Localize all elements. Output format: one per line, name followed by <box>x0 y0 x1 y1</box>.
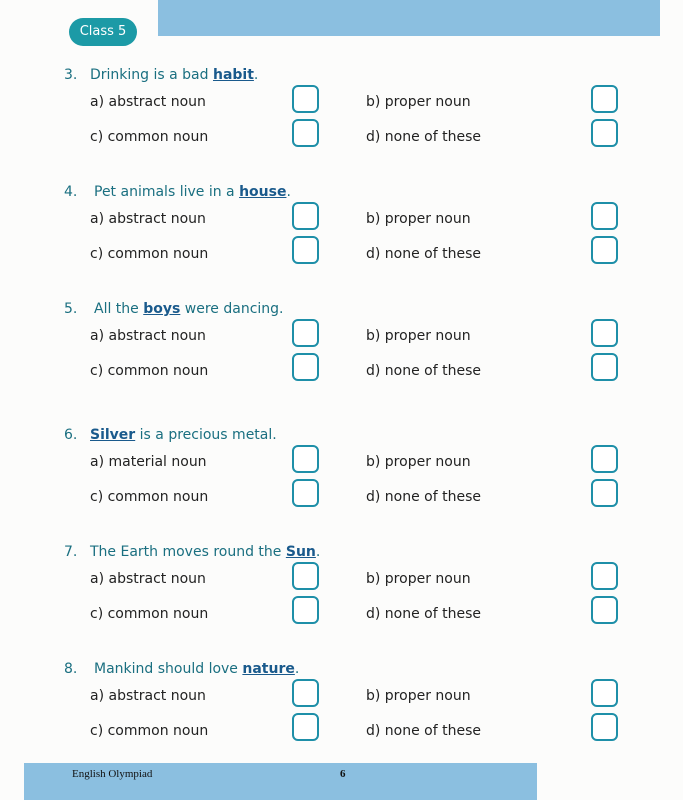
option-b-checkbox[interactable] <box>591 679 618 707</box>
highlighted-word: habit <box>212 67 254 83</box>
option-c-label: c) common noun <box>90 723 209 739</box>
option-c-checkbox[interactable] <box>292 479 319 507</box>
highlighted-word: Silver <box>90 427 136 443</box>
option-d-label: d) none of these <box>366 246 482 262</box>
question-text: Drinking is a bad habit. <box>90 67 259 83</box>
option-b-checkbox[interactable] <box>591 445 618 473</box>
option-a-checkbox[interactable] <box>292 445 319 473</box>
question-3 <box>0 67 683 187</box>
option-c-label: c) common noun <box>90 246 209 262</box>
question-number: 7. <box>64 544 78 560</box>
question-6 <box>0 427 683 547</box>
option-a-label: a) abstract noun <box>90 688 206 704</box>
question-number: 8. <box>64 661 78 677</box>
footer-title: English Olympiad <box>72 768 153 780</box>
option-c-checkbox[interactable] <box>292 236 319 264</box>
option-a-label: a) abstract noun <box>90 94 206 110</box>
option-b-checkbox[interactable] <box>591 562 618 590</box>
question-number: 4. <box>64 184 78 200</box>
option-d-checkbox[interactable] <box>591 596 618 624</box>
option-d-label: d) none of these <box>366 489 482 505</box>
option-c-checkbox[interactable] <box>292 596 319 624</box>
option-a-label: a) abstract noun <box>90 211 206 227</box>
option-b-checkbox[interactable] <box>591 319 618 347</box>
question-text: Silver is a precious metal. <box>90 427 277 443</box>
option-d-label: d) none of these <box>366 723 482 739</box>
option-c-checkbox[interactable] <box>292 713 319 741</box>
option-d-checkbox[interactable] <box>591 479 618 507</box>
question-5 <box>0 301 683 421</box>
option-a-checkbox[interactable] <box>292 85 319 113</box>
option-a-checkbox[interactable] <box>292 562 319 590</box>
option-c-label: c) common noun <box>90 129 209 145</box>
option-d-checkbox[interactable] <box>591 236 618 264</box>
option-b-checkbox[interactable] <box>591 85 618 113</box>
question-number: 6. <box>64 427 78 443</box>
question-text: All the boys were dancing. <box>94 301 284 317</box>
question-number: 3. <box>64 67 78 83</box>
option-b-checkbox[interactable] <box>591 202 618 230</box>
option-a-label: a) abstract noun <box>90 571 206 587</box>
option-b-label: b) proper noun <box>366 211 471 227</box>
option-a-checkbox[interactable] <box>292 202 319 230</box>
option-c-checkbox[interactable] <box>292 353 319 381</box>
option-d-checkbox[interactable] <box>591 713 618 741</box>
highlighted-word: boys <box>143 301 181 317</box>
question-4 <box>0 184 683 304</box>
option-d-label: d) none of these <box>366 129 482 145</box>
option-c-label: c) common noun <box>90 606 209 622</box>
option-c-label: c) common noun <box>90 489 209 505</box>
option-d-label: d) none of these <box>366 363 482 379</box>
option-a-checkbox[interactable] <box>292 319 319 347</box>
option-c-checkbox[interactable] <box>292 119 319 147</box>
highlighted-word: nature <box>242 661 295 677</box>
page-number: 6 <box>340 768 346 780</box>
option-a-label: a) material noun <box>90 454 207 470</box>
highlighted-word: house <box>239 184 287 200</box>
option-b-label: b) proper noun <box>366 328 471 344</box>
option-b-label: b) proper noun <box>366 688 471 704</box>
option-c-label: c) common noun <box>90 363 209 379</box>
option-b-label: b) proper noun <box>366 454 471 470</box>
option-a-label: a) abstract noun <box>90 328 206 344</box>
option-a-checkbox[interactable] <box>292 679 319 707</box>
question-text: Pet animals live in a house. <box>94 184 291 200</box>
question-text: Mankind should love nature. <box>94 661 300 677</box>
option-b-label: b) proper noun <box>366 94 471 110</box>
option-b-label: b) proper noun <box>366 571 471 587</box>
class-badge: Class 5 <box>69 18 137 46</box>
question-number: 5. <box>64 301 78 317</box>
option-d-checkbox[interactable] <box>591 119 618 147</box>
highlighted-word: Sun <box>285 544 316 560</box>
option-d-label: d) none of these <box>366 606 482 622</box>
header-bar <box>158 0 660 36</box>
question-text: The Earth moves round the Sun. <box>90 544 321 560</box>
question-7 <box>0 544 683 664</box>
option-d-checkbox[interactable] <box>591 353 618 381</box>
